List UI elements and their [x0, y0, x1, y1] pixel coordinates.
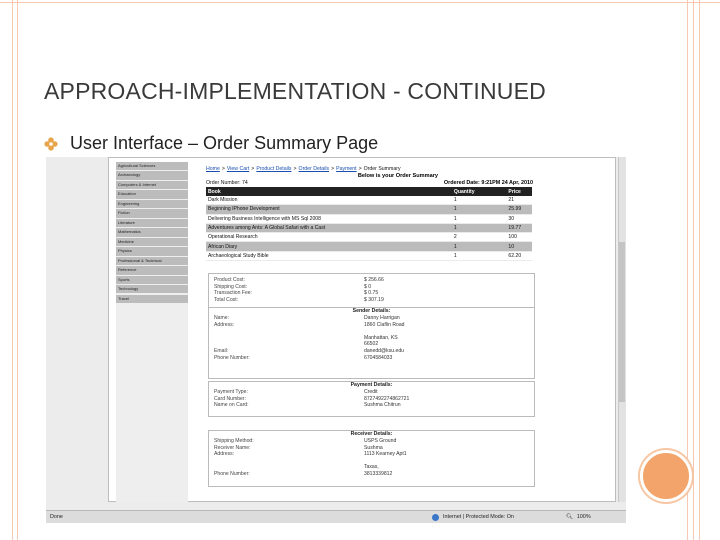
detail-row	[209, 322, 534, 329]
sender-details-box	[208, 307, 535, 379]
table-row	[206, 251, 532, 260]
table-cell: 21	[506, 196, 532, 205]
detail-row	[209, 284, 534, 291]
table-row	[206, 233, 532, 242]
zoom-icon: 🔍︎	[566, 514, 573, 520]
detail-row	[209, 464, 534, 471]
cost-box	[208, 273, 535, 309]
detail-row	[209, 458, 534, 465]
table-cell: 1	[452, 214, 507, 223]
breadcrumb-link[interactable]: Product Details	[256, 166, 292, 172]
table-cell: 25.99	[506, 205, 532, 214]
frame-left-line-1	[12, 0, 13, 540]
frame-left-line-2	[17, 0, 18, 540]
detail-label	[209, 341, 364, 348]
detail-row	[209, 315, 534, 322]
sidebar-item[interactable]: Technology	[116, 285, 188, 293]
detail-value: Sushma Chitrun	[364, 402, 401, 409]
detail-row	[209, 277, 534, 284]
detail-value: 8727492274862721	[364, 395, 410, 402]
table-row	[206, 214, 532, 223]
detail-label	[209, 328, 364, 335]
sidebar-item[interactable]: Reference	[116, 266, 188, 274]
breadcrumb-separator: >	[331, 166, 335, 172]
detail-row	[209, 396, 534, 403]
detail-row	[209, 445, 534, 452]
detail-label: Payment Type:	[214, 389, 248, 395]
sidebar-item[interactable]: Fiction	[116, 209, 188, 217]
zone-text: Internet | Protected Mode: On	[443, 514, 514, 520]
breadcrumb-link[interactable]: View Cart	[226, 166, 250, 172]
section-heading: Payment Details:	[350, 382, 393, 388]
sidebar-item[interactable]: Sports	[116, 276, 188, 284]
breadcrumb-separator: >	[221, 166, 225, 172]
detail-label: Phone Number:	[214, 354, 250, 361]
globe-icon	[432, 514, 439, 521]
column-header: Book	[206, 187, 452, 196]
column-header: Quantity	[452, 187, 507, 196]
detail-row	[209, 297, 534, 304]
bullet-text: User Interface – Order Summary Page	[70, 133, 379, 153]
order-table	[206, 187, 532, 261]
receiver-details-box	[208, 430, 535, 487]
detail-value: $ 256.66	[364, 277, 384, 283]
zoom-level: 100%	[576, 514, 591, 520]
security-zone	[432, 511, 514, 523]
flower-bullet-icon	[44, 137, 58, 151]
detail-row	[209, 471, 534, 478]
detail-label: Total Cost:	[214, 296, 239, 303]
order-number: Order Number: 74	[206, 180, 248, 186]
detail-label	[209, 464, 364, 471]
detail-value: 1860 Claflin Road	[364, 321, 405, 328]
table-cell: 30	[506, 214, 532, 223]
detail-label: Shipping Cost:	[214, 283, 248, 290]
detail-row	[209, 438, 534, 445]
table-row	[206, 196, 532, 205]
section-heading: Sender Details:	[352, 308, 391, 314]
detail-label: Shipping Method:	[214, 438, 254, 444]
zoom-control[interactable]	[566, 511, 591, 523]
detail-value: Credit	[364, 389, 378, 395]
table-cell: 100	[506, 233, 532, 242]
frame-right-line-3	[699, 0, 700, 540]
sidebar-item[interactable]: Computers & Internet	[116, 181, 188, 189]
detail-value: USPS Ground	[364, 438, 397, 444]
scrollbar-thumb[interactable]	[619, 242, 625, 402]
table-row	[206, 205, 532, 214]
table-cell: 1	[452, 196, 507, 205]
sidebar-item[interactable]: Professional & Technical	[116, 257, 188, 265]
browser-screenshot	[46, 157, 626, 523]
detail-label: Address:	[214, 451, 235, 458]
detail-value: $ 0.75	[364, 290, 379, 297]
frame-right-line-2	[693, 0, 694, 540]
sidebar-item[interactable]: Education	[116, 190, 188, 198]
detail-value: Sushma	[364, 444, 383, 451]
detail-label: Name on Card:	[214, 402, 249, 409]
detail-label: Name:	[214, 315, 230, 321]
table-cell: Dark Mission	[206, 196, 452, 205]
table-cell: Archaeological Study Bible	[206, 251, 452, 260]
table-cell: 2	[452, 233, 507, 242]
breadcrumb-link[interactable]: Order Details	[298, 166, 330, 172]
detail-row	[209, 402, 534, 409]
detail-row	[209, 335, 534, 342]
section-heading: Receiver Details:	[350, 431, 393, 437]
detail-row	[209, 341, 534, 348]
sidebar-item[interactable]: Agricultural Sciences	[116, 162, 188, 170]
summary-heading: Below is your Order Summary	[357, 173, 439, 179]
breadcrumb-separator: >	[358, 166, 362, 172]
table-cell: 19.77	[506, 223, 532, 232]
sidebar-item[interactable]: Engineering	[116, 200, 188, 208]
table-row	[206, 223, 532, 232]
detail-value: Taxas,	[364, 464, 379, 471]
sidebar-item[interactable]: Physics	[116, 247, 188, 255]
sidebar-item[interactable]: Mathematics	[116, 228, 188, 236]
detail-row	[209, 328, 534, 335]
detail-value: 66502	[364, 341, 379, 348]
table-cell: 1	[452, 205, 507, 214]
detail-row	[209, 389, 534, 396]
detail-label: Card Number:	[214, 395, 246, 402]
detail-value: $ 0	[364, 283, 372, 290]
detail-value: danedd@ksu.edu	[364, 347, 405, 354]
breadcrumb-separator: >	[251, 166, 255, 172]
detail-label: Transaction Fee:	[214, 290, 253, 297]
table-cell: Beginning IPhone Development	[206, 205, 452, 214]
detail-label: Receiver Name:	[214, 444, 251, 451]
detail-value: 3813339812	[364, 470, 393, 477]
summary-header	[206, 173, 533, 187]
detail-row	[209, 348, 534, 355]
order-summary-main	[206, 165, 533, 261]
column-header: Price	[506, 187, 532, 196]
browser-status-bar	[46, 510, 626, 523]
decorative-circle	[640, 450, 692, 502]
detail-value: $ 307.19	[364, 296, 384, 303]
detail-value: Manhattan, KS	[364, 334, 398, 341]
detail-label: Phone Number:	[214, 470, 250, 477]
sidebar-item[interactable]: Literature	[116, 219, 188, 227]
detail-row	[209, 290, 534, 297]
sidebar-item[interactable]: Medicine	[116, 238, 188, 246]
table-cell: African Diary	[206, 242, 452, 251]
table-cell: 1	[452, 251, 507, 260]
breadcrumb-separator: >	[293, 166, 297, 172]
detail-label	[209, 335, 364, 342]
sidebar-item[interactable]: Travel	[116, 295, 188, 303]
table-row	[206, 242, 532, 251]
detail-label: Address:	[214, 321, 235, 328]
detail-row	[209, 451, 534, 458]
table-cell: 1	[452, 223, 507, 232]
table-cell: 62.20	[506, 251, 532, 260]
category-sidebar	[116, 162, 188, 502]
breadcrumb-link[interactable]: Home	[206, 166, 220, 172]
table-cell: Adventures among Ants: A Global Safari with a Cast	[206, 223, 452, 232]
frame-right-line-1	[687, 0, 688, 540]
detail-label: Email:	[214, 347, 229, 354]
table-cell: Delivering Business Intelligence with MS Sql 2008	[206, 214, 452, 223]
slide-title: APPROACH-IMPLEMENTATION - CONTINUED	[44, 78, 546, 104]
sidebar-item[interactable]: Archaeology	[116, 171, 188, 179]
bullet-item	[44, 133, 378, 154]
detail-value: Danny Harrigan	[364, 315, 400, 321]
detail-label: Product Cost:	[214, 277, 245, 283]
detail-value: 6704584033	[364, 354, 393, 361]
ordered-date: Ordered Date: 9:21PM 24 Apr, 2010	[443, 180, 533, 186]
frame-top-line	[0, 2, 720, 3]
detail-value: 1113 Kearney Apt1	[364, 451, 407, 458]
table-cell: 10	[506, 242, 532, 251]
table-cell: 1	[452, 242, 507, 251]
payment-details-box	[208, 381, 535, 417]
breadcrumb	[206, 165, 533, 173]
breadcrumb-link[interactable]: Payment	[336, 166, 357, 172]
status-text: Done	[50, 514, 63, 520]
detail-row	[209, 355, 534, 362]
table-cell: Operational Research	[206, 233, 452, 242]
detail-label	[209, 458, 364, 465]
breadcrumb-current: Order Summary	[363, 166, 401, 172]
